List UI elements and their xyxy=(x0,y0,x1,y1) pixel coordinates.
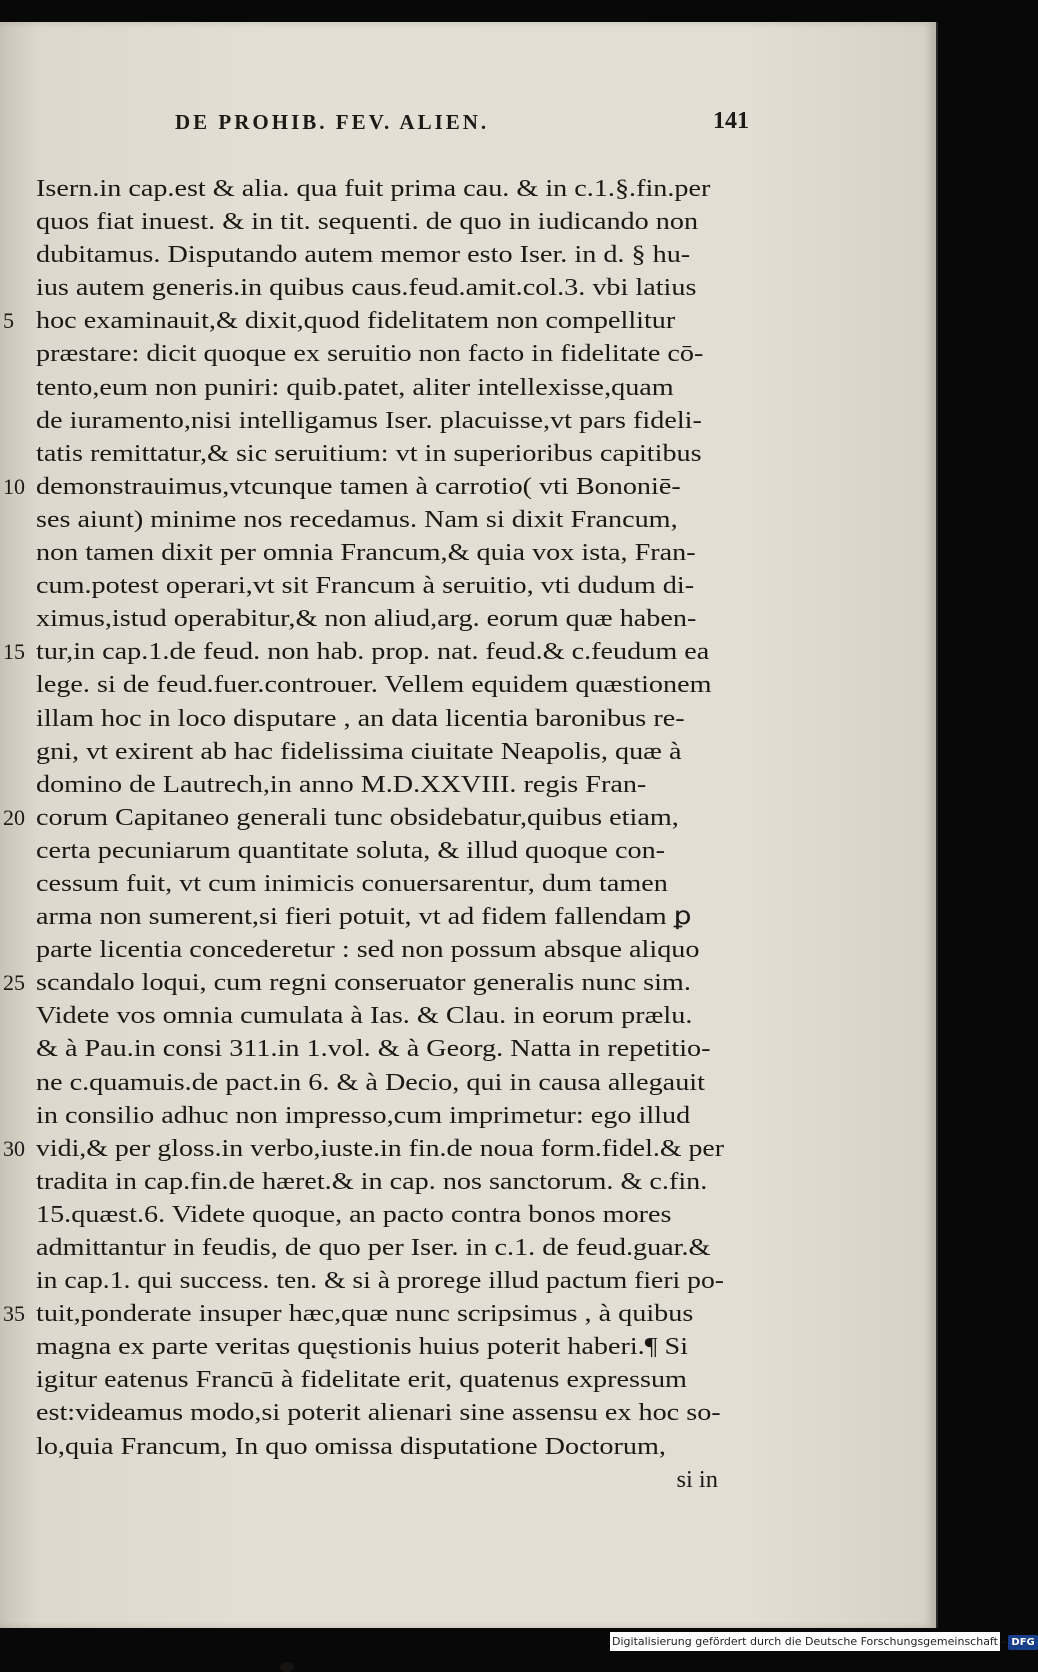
text-line xyxy=(36,1430,726,1463)
text-line xyxy=(36,702,726,735)
line-number: 15 xyxy=(3,639,25,665)
text-block xyxy=(3,172,726,1496)
text-line xyxy=(36,1198,726,1231)
text-line xyxy=(36,999,726,1032)
line-number: 30 xyxy=(3,1135,25,1161)
line-text: quos fiat inuest. & in tit. sequenti. de quo in iudicando non xyxy=(36,208,699,236)
line-text: est:videamus modo,si poterit alienari sine assensu ex hoc so- xyxy=(36,1399,721,1427)
line-text: tuit,ponderate insuper hæc,quæ nunc scripsimus , à quibus xyxy=(36,1300,694,1328)
line-text: si in xyxy=(676,1465,718,1493)
line-number: 5 xyxy=(3,308,14,334)
text-line xyxy=(36,768,726,801)
text-line xyxy=(36,900,726,933)
line-number: 10 xyxy=(3,473,25,499)
line-text: admittantur in feudis, de quo per Iser. in c.1. de feud.guar.& xyxy=(36,1234,711,1261)
text-line xyxy=(36,1330,726,1363)
line-text: ximus,istud operabitur,& non aliud,arg. eorum quæ haben- xyxy=(36,605,697,633)
line-text: Isern.in cap.est & alia. qua fuit prima cau. & in c.1.§.fin.per xyxy=(36,175,711,202)
footer-text: Digitalisierung gefördert durch die Deutsche Forschungsgemeinschaft - xyxy=(612,1635,1006,1648)
line-text: dubitamus. Disputando autem memor esto Iser. in d. § hu- xyxy=(36,241,691,269)
text-line xyxy=(36,337,726,370)
running-title: DE PROHIB. FEV. ALIEN. xyxy=(175,110,490,134)
text-line xyxy=(3,1132,726,1165)
line-text: in cap.1. qui success. ten. & si à prorege illud pactum fieri po- xyxy=(36,1267,724,1295)
line-text: corum Capitaneo generali tunc obsidebatur,quibus etiam, xyxy=(36,803,679,831)
text-line xyxy=(36,1264,726,1297)
text-line xyxy=(36,569,726,602)
text-line xyxy=(36,371,726,404)
line-text: certa pecuniarum quantitate soluta, & illud quoque con- xyxy=(36,836,666,864)
line-text: tradita in cap.fin.de hæret.& in cap. nos sanctorum. & c.fin. xyxy=(36,1167,708,1195)
line-text: ius autem generis.in quibus caus.feud.amit.col.3. vbi latius xyxy=(36,274,697,302)
text-line xyxy=(3,304,726,337)
text-line xyxy=(36,668,726,701)
line-text: gni, vt exirent ab hac fidelissima ciuitate Neapolis, quæ à xyxy=(36,737,682,765)
line-text: Videte vos omnia cumulata à Ias. & Clau. in eorum prælu. xyxy=(36,1002,693,1030)
text-line xyxy=(36,735,726,768)
line-text: igitur eatenus Francū à fidelitate erit, quatenus expressum xyxy=(36,1366,687,1394)
line-text: tur,in cap.1.de feud. non hab. prop. nat. feud.& c.feudum ea xyxy=(36,638,710,666)
line-number: 20 xyxy=(3,804,25,830)
page-number: 141 xyxy=(713,108,749,134)
line-text: & à Pau.in consi 311.in 1.vol. & à Georg. Natta in repetitio- xyxy=(36,1035,711,1063)
line-number: 35 xyxy=(3,1301,25,1327)
line-text: ses aiunt) minime nos recedamus. Nam si dixit Francum, xyxy=(36,505,678,533)
text-line xyxy=(36,1363,726,1396)
footer-credit xyxy=(610,1632,1035,1651)
line-text: hoc examinauit,& dixit,quod fidelitatem non compellitur xyxy=(36,307,676,335)
line-text: illam hoc in loco disputare , an data licentia baronibus re- xyxy=(36,704,685,732)
line-text: tatis remittatur,& sic seruitium: vt in superioribus capitibus xyxy=(36,439,702,467)
line-text: tento,eum non puniri: quib.patet, aliter intellexisse,quam xyxy=(36,373,674,401)
text-line xyxy=(36,238,726,271)
line-text: præstare: dicit quoque ex seruitio non facto in fidelitate cō- xyxy=(36,340,704,368)
text-line xyxy=(36,271,726,304)
paper-stain xyxy=(280,1662,294,1672)
text-line xyxy=(36,1066,726,1099)
line-text: vidi,& per gloss.in verbo,iuste.in fin.de noua form.fidel.& per xyxy=(36,1134,724,1162)
line-text: 15.quæst.6. Videte quoque, an pacto contra bonos mores xyxy=(36,1200,672,1228)
text-line xyxy=(36,437,726,470)
line-text: magna ex parte veritas quęstionis huius poterit haberi.¶ Si xyxy=(36,1333,689,1361)
line-text: demonstrauimus,vtcunque tamen à carrotio( vti Bononiē- xyxy=(36,472,681,500)
text-line xyxy=(36,404,726,437)
text-line xyxy=(36,172,726,205)
text-line xyxy=(3,635,726,668)
text-line xyxy=(3,1297,726,1330)
line-text: lo,quia Francum, In quo omissa disputatione Doctorum, xyxy=(36,1432,666,1460)
text-line xyxy=(36,1463,726,1496)
text-line xyxy=(36,602,726,635)
text-line xyxy=(36,205,726,238)
text-line xyxy=(36,536,726,569)
text-line xyxy=(36,834,726,867)
text-line xyxy=(3,470,726,503)
line-text: domino de Lautrech,in anno M.D.XXVIII. regis Fran- xyxy=(36,770,647,798)
text-line xyxy=(3,801,726,834)
text-line xyxy=(36,503,726,536)
line-text: de iuramento,nisi intelligamus Iser. placuisse,vt pars fideli- xyxy=(36,406,702,434)
line-number: 25 xyxy=(3,970,25,996)
text-line xyxy=(36,867,726,900)
line-text: cessum fuit, vt cum inimicis conuersarentur, dum tamen xyxy=(36,869,668,897)
line-text: scandalo loqui, cum regni conseruator generalis nunc sim. xyxy=(36,969,691,997)
text-line xyxy=(36,933,726,966)
line-text: non tamen dixit per omnia Francum,& quia vox ista, Fran- xyxy=(36,539,696,567)
book-page xyxy=(0,22,938,1628)
running-header xyxy=(175,108,749,135)
line-text: cum.potest operari,vt sit Francum à seruitio, vti dudum di- xyxy=(36,572,695,600)
text-line xyxy=(36,1032,726,1065)
line-text: parte licentia concederetur : sed non possum absque aliquo xyxy=(36,936,700,964)
line-text: lege. si de feud.fuer.controuer. Vellem equidem quæstionem xyxy=(36,671,712,699)
line-text: arma non sumerent,si fieri potuit, vt ad fidem fallendam ꝑ xyxy=(36,903,692,931)
text-line xyxy=(36,1396,726,1429)
text-line xyxy=(36,1231,726,1264)
text-line xyxy=(3,966,726,999)
text-line xyxy=(36,1099,726,1132)
dfg-logo: DFG xyxy=(1008,1635,1037,1650)
text-line xyxy=(36,1165,726,1198)
line-text: ne c.quamuis.de pact.in 6. & à Decio, qui in causa allegauit xyxy=(36,1068,705,1096)
line-text: in consilio adhuc non impresso,cum imprimetur: ego illud xyxy=(36,1101,691,1129)
